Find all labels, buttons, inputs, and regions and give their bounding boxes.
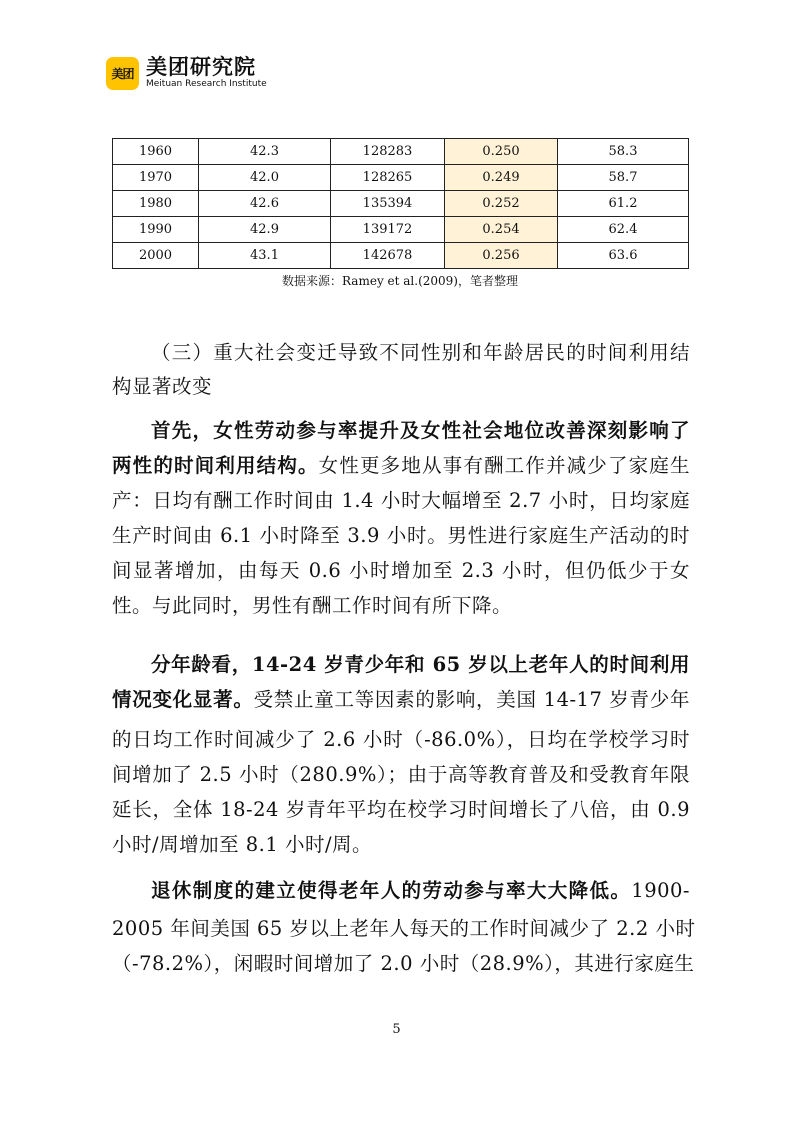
table-cell: 1970 [113,165,199,191]
table-cell: 128265 [331,165,445,191]
paragraph-3-line-3: （-78.2%），闲暇时间增加了 2.0 小时（28.9%），其进行家庭生 [112,952,695,975]
table-cell: 139172 [331,217,445,243]
paragraph-2-line-1 [112,649,690,677]
table-source-note: 数据来源：Ramey et al.(2009)，笔者整理 [282,274,518,288]
paragraph-3-line-2: 2005 年间美国 65 岁以上老年人每天的工作时间减少了 2.2 小时 [112,917,696,940]
table-cell: 58.7 [558,165,689,191]
paragraph-1-line-2 [112,450,690,478]
table-cell: 2000 [113,243,199,269]
bold-lead: 情况变化显著。 [112,688,254,711]
table-cell: 63.6 [558,243,689,269]
section-heading-line-1: （三）重大社会变迁导致不同性别和年龄居民的时间利用结 [151,341,690,364]
paragraph-2-line-5: 延长，全体 18-24 岁青年平均在校学习时间增长了八倍，由 0.9 [112,798,690,821]
paragraph-1-line-6: 性。与此同时，男性有酬工作时间有所下降。 [112,594,513,617]
paragraph-1-line-3: 产：日均有酬工作时间由 1.4 小时大幅增至 2.7 小时，日均家庭 [112,489,690,512]
table-row [113,139,689,165]
data-table [112,138,689,269]
logo-chinese-name: 美团研究院 [146,55,256,79]
bold-lead: 分年龄看，14-24 岁青少年和 65 岁以上老年人的时间利用 [151,653,690,676]
table-cell: 128283 [331,139,445,165]
paragraph-2-line-4: 间增加了 2.5 小时（280.9%）；由于高等教育普及和受教育年限 [112,763,690,786]
logo-badge-icon: 美团 [106,57,139,90]
table-cell: 1980 [113,191,199,217]
paragraph-2-line-3: 的日均工作时间减少了 2.6 小时（-86.0%），日均在学校学习时 [112,728,690,751]
table-cell: 0.249 [445,165,558,191]
table-cell: 61.2 [558,191,689,217]
table-cell: 0.256 [445,243,558,269]
body-text: 1900- [631,879,690,902]
table-cell: 1990 [113,217,199,243]
table-cell: 142678 [331,243,445,269]
bold-lead: 首先，女性劳动参与率提升及女性社会地位改善深刻影响了 [151,419,690,442]
table-cell: 42.0 [199,165,331,191]
paragraph-1-line-5: 间显著增加，由每天 0.6 小时增加至 2.3 小时，但仍低少于女 [112,559,690,582]
table-cell: 43.1 [199,243,331,269]
paragraph-2-line-2 [112,684,690,712]
section-heading-line-2: 构显著改变 [112,375,213,398]
table-cell: 42.6 [199,191,331,217]
page-number: 5 [392,1022,401,1037]
paragraph-2-line-6: 小时/周增加至 8.1 小时/周。 [112,833,373,856]
table-row [113,165,689,191]
paragraph-1-line-1 [112,415,690,443]
bold-lead: 退休制度的建立使得老年人的劳动参与率大大降低。 [151,879,632,902]
table-cell: 42.9 [199,217,331,243]
body-text: 女性更多地从事有酬工作并减少了家庭生 [318,454,690,477]
paragraph-1-line-4: 生产时间由 6.1 小时降至 3.9 小时。男性进行家庭生产活动的时 [112,524,690,547]
table-row [113,217,689,243]
table-row [113,191,689,217]
table-cell: 0.250 [445,139,558,165]
table-cell: 135394 [331,191,445,217]
table-cell: 0.254 [445,217,558,243]
table-cell: 58.3 [558,139,689,165]
meituan-logo [106,56,267,90]
bold-lead: 两性的时间利用结构。 [112,454,319,477]
logo-english-name: Meituan Research Institute [146,79,267,89]
table-cell: 42.3 [199,139,331,165]
table-row [113,243,689,269]
body-text: 受禁止童工等因素的影响，美国 14-17 岁青少年 [253,688,690,711]
paragraph-3-line-1 [112,875,690,903]
table-cell: 1960 [113,139,199,165]
table-cell: 62.4 [558,217,689,243]
table-cell: 0.252 [445,191,558,217]
